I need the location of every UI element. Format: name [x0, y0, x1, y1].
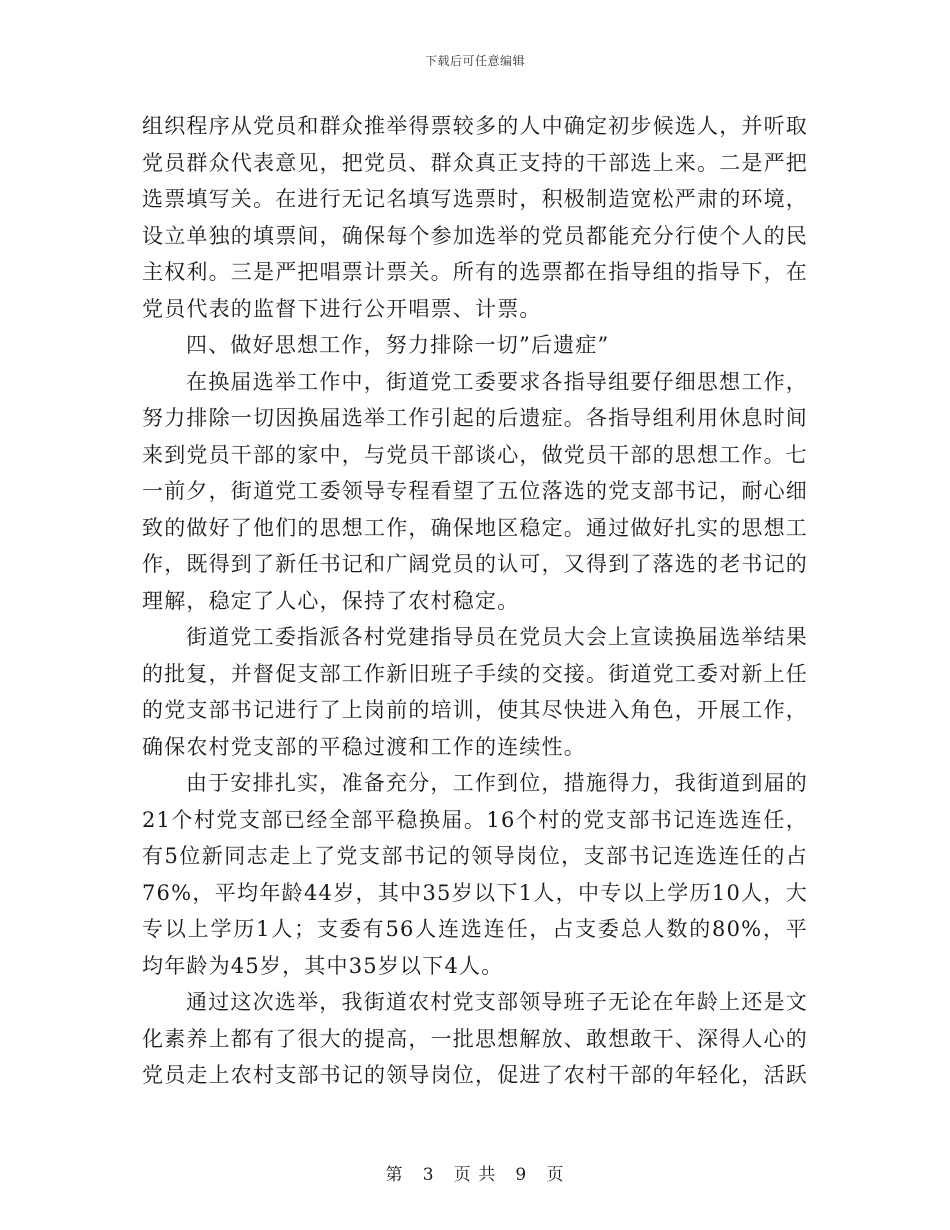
- section-heading-four: 四、做好思想工作，努力排除一切”后遗症”: [186, 333, 610, 357]
- paragraph-election-procedure: 组织程序从党员和群众推举得票较多的人中确定初步候选人，并听取党员群众代表意见，把党员、群众真正支持的干部选上来。二是严把选票填写关。在进行无记名填写选票时，积极制造宽松严肃的环境，设立单独的填票间，确保每个参加选举的党员都能充分行使个人的民主权利。三是严把唱票计票关。所有的选票都在指导组的指导下，在党员代表的监督下进行公开唱票、计票。: [142, 114, 808, 321]
- document-body: [142, 108, 808, 1094]
- total-page-number: 9: [515, 1165, 528, 1185]
- footer-suffix: 页: [546, 1165, 565, 1185]
- paragraph-ideological-work: 在换届选举工作中，街道党工委要求各指导组要仔细思想工作，努力排除一切因换届选举工作引起的后遗症。各指导组利用休息时间来到党员干部的家中，与党员干部谈心，做党员干部的思想工作。七一前夕，街道党工委领导专程看望了五位落选的党支部书记，耐心细致的做好了他们的思想工作，确保地区稳定。通过做好扎实的思想工作，既得到了新任书记和广阔党员的认可，又得到了落选的老书记的理解，稳定了人心，保持了农村稳定。: [142, 369, 808, 613]
- footer-middle: 页 共: [453, 1165, 497, 1185]
- paragraph-conclusion: 通过这次选举，我街道农村党支部领导班子无论在年龄上还是文化素养上都有了很大的提高，一批思想解放、敢想敢干、深得人心的党员走上农村支部书记的领导岗位，促进了农村干部的年轻化，活跃: [142, 990, 808, 1087]
- current-page-number: 3: [422, 1165, 435, 1185]
- paragraph-handover: 街道党工委指派各村党建指导员在党员大会上宣读换届选举结果的批复，并督促支部工作新旧班子手续的交接。街道党工委对新上任的党支部书记进行了上岗前的培训，使其尽快进入角色，开展工作，确保农村党支部的平稳过渡和工作的连续性。: [142, 625, 808, 759]
- page-header: 下载后可任意编辑: [424, 54, 525, 68]
- page-footer: [0, 1160, 950, 1185]
- paragraph-results-statistics: 由于安排扎实，准备充分，工作到位，措施得力，我街道到届的21个村党支部已经全部平稳换届。16个村的党支部书记连选连任，有5位新同志走上了党支部书记的领导岗位，支部书记连选连任的占76%，平均年龄44岁，其中35岁以下1人，中专以上学历10人，大专以上学历1人；支委有56人连选连任，占支委总人数的80%，平均年龄为45岁，其中35岁以下4人。: [142, 771, 808, 978]
- footer-prefix: 第: [385, 1165, 404, 1185]
